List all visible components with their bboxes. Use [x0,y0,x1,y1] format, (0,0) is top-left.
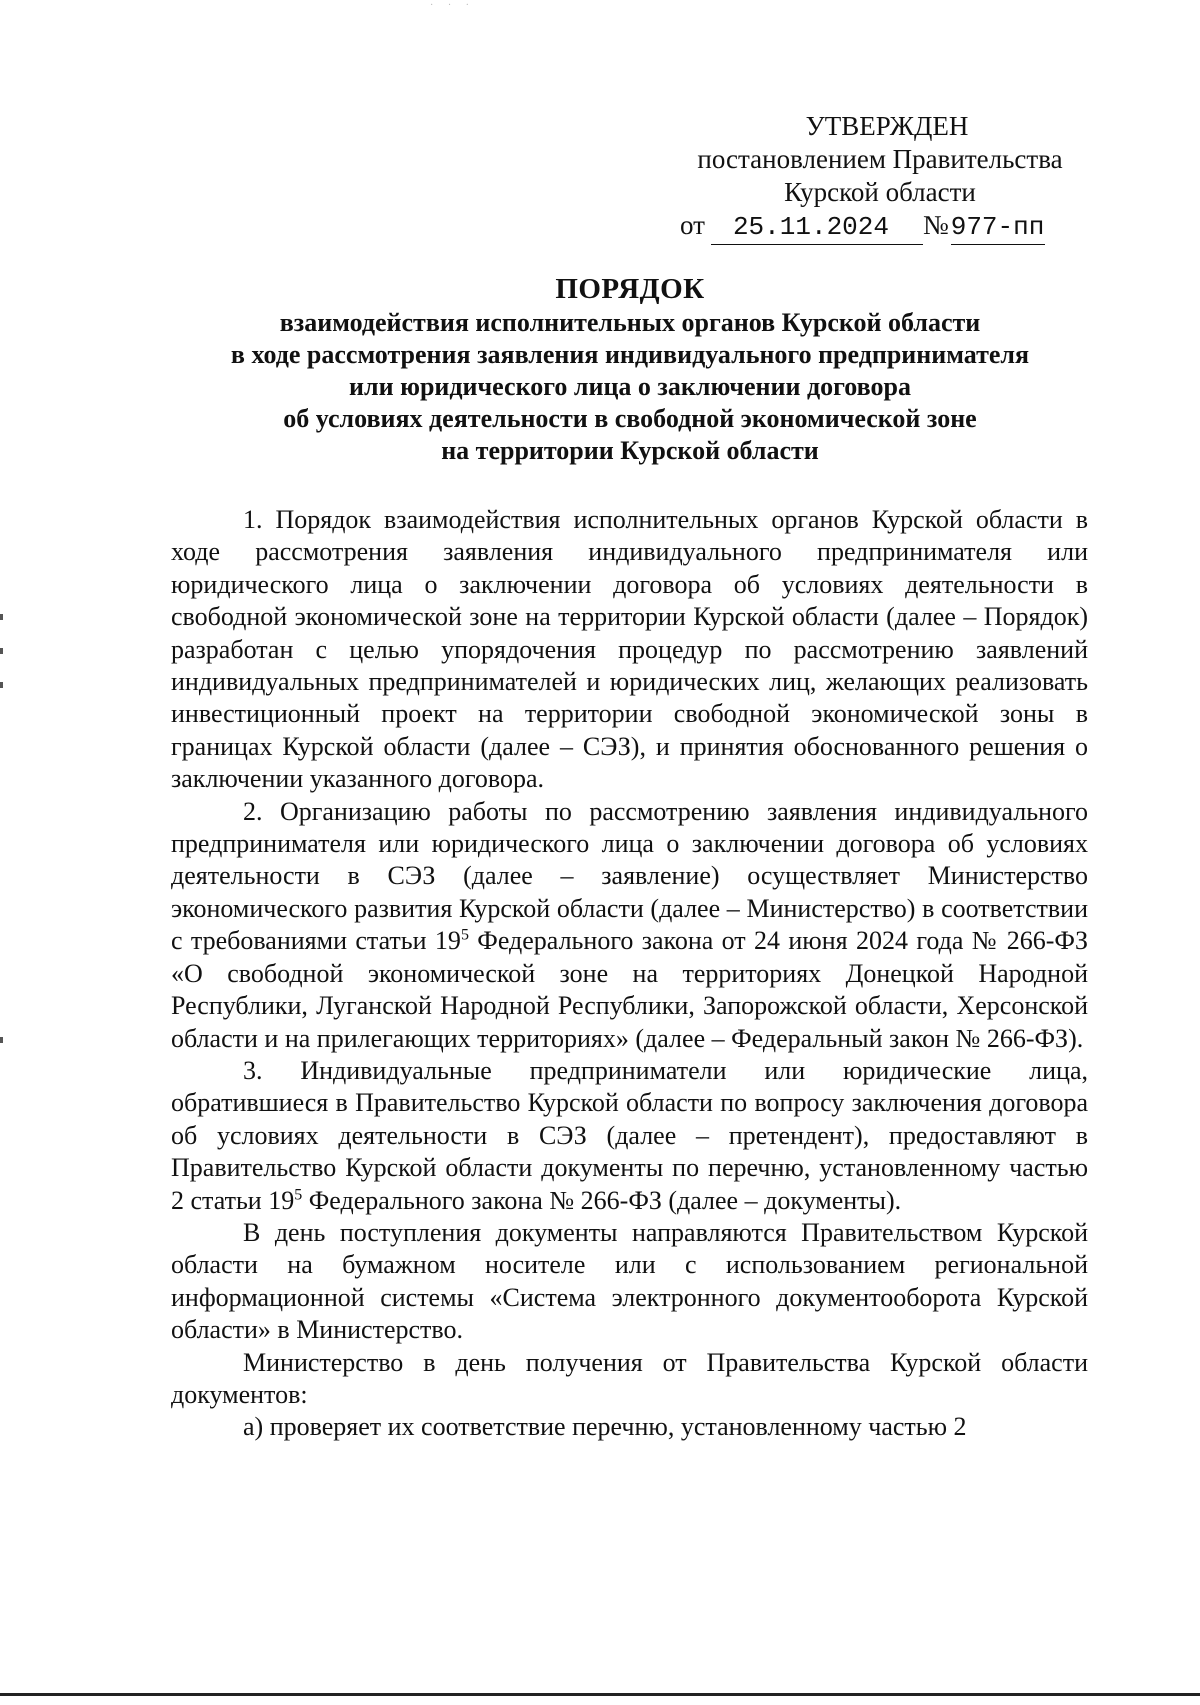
title-line-1: взаимодействия исполнительных органов Курской области [279,308,981,337]
paragraph-3 [171,1055,1088,1217]
paragraph-2-superscript: 5 [460,926,469,944]
approval-number: 977-пп [951,211,1045,245]
document-title: ПОРЯДОК [555,273,705,305]
approval-line-1: постановлением Правительства [697,144,1063,174]
page-bottom-edge [0,1693,1200,1696]
paragraph-3-text-b: Федерального закона № 266-ФЗ (далее – документы). [302,1185,902,1215]
approval-stamp [680,110,1080,245]
approval-date: 25.11.2024 [711,211,923,245]
scan-margin-mark [0,1037,3,1043]
title-line-5: на территории Курской области [441,436,819,465]
scan-margin-mark [0,614,3,620]
title-line-4: об условиях деятельности в свободной экономической зоне [283,404,977,433]
paragraph-4: В день поступления документы направляются Правительством Курской области на бумажном носителе или с использованием региональной информационной системы «Система электронного документооборота Курской области» в Министерство. [171,1217,1088,1345]
title-line-3: или юридического лица о заключении договора [349,372,911,401]
paragraph-2 [171,796,1088,1055]
date-prefix: от [680,210,705,240]
title-line-2: в ходе рассмотрения заявления индивидуального предпринимателя [230,340,1030,369]
scan-artifact-top: · · · [430,0,475,11]
document-body [171,504,1088,1444]
scan-margin-mark [0,682,3,688]
approval-date-line [680,209,1080,245]
document-title-block [130,271,1130,467]
paragraph-5: Министерство в день получения от Правительства Курской области документов: [171,1347,1088,1409]
paragraph-3-text-a: 3. Индивидуальные предприниматели или юридические лица, обратившиеся в Правительство Курской области по вопросу заключения договора об условиях деятельности в СЭЗ (далее – претендент), предоставляют в Правительство Курской области документы по перечню, установленному частью 2 статьи 19 [171,1055,1088,1215]
approval-heading: УТВЕРЖДЕН [805,111,969,141]
paragraph-2-text-b: Федерального закона от 24 июня 2024 года № 266-ФЗ «О свободной экономической зоне на территориях Донецкой Народной Республики, Луганской Народной Республики, Запорожской области, Херсонской области и на прилегающих территориях» (далее – Федеральный закон № 266-ФЗ). [171,926,1088,1053]
number-prefix: № [922,210,949,240]
paragraph-6: а) проверяет их соответствие перечню, установленному частью 2 [243,1412,967,1442]
approval-line-2: Курской области [784,177,976,207]
scan-margin-mark [0,648,3,654]
paragraph-1: 1. Порядок взаимодействия исполнительных органов Курской области в ходе рассмотрения заявления индивидуального предпринимателя или юридического лица о заключении договора об условиях деятельности в свободной экономической зоне на территории Курской области (далее – Порядок) разработан с целью упорядочения процедур по рассмотрению заявлений индивидуальных предпринимателей и юридических лиц, желающих реализовать инвестиционный проект на территории свободной экономической зоны в границах Курской области (далее – СЭЗ), и принятия обоснованного решения о заключении указанного договора. [171,505,1088,794]
paragraph-2-text-a: 2. Организацию работы по рассмотрению заявления индивидуального предпринимателя или юридического лица о заключении договора об условиях деятельности в СЭЗ (далее – заявление) осуществляет Министерство экономического развития Курской области (далее – Министерство) в соответствии с требованиями статьи 19 [171,796,1088,956]
paragraph-3-superscript: 5 [294,1185,303,1203]
